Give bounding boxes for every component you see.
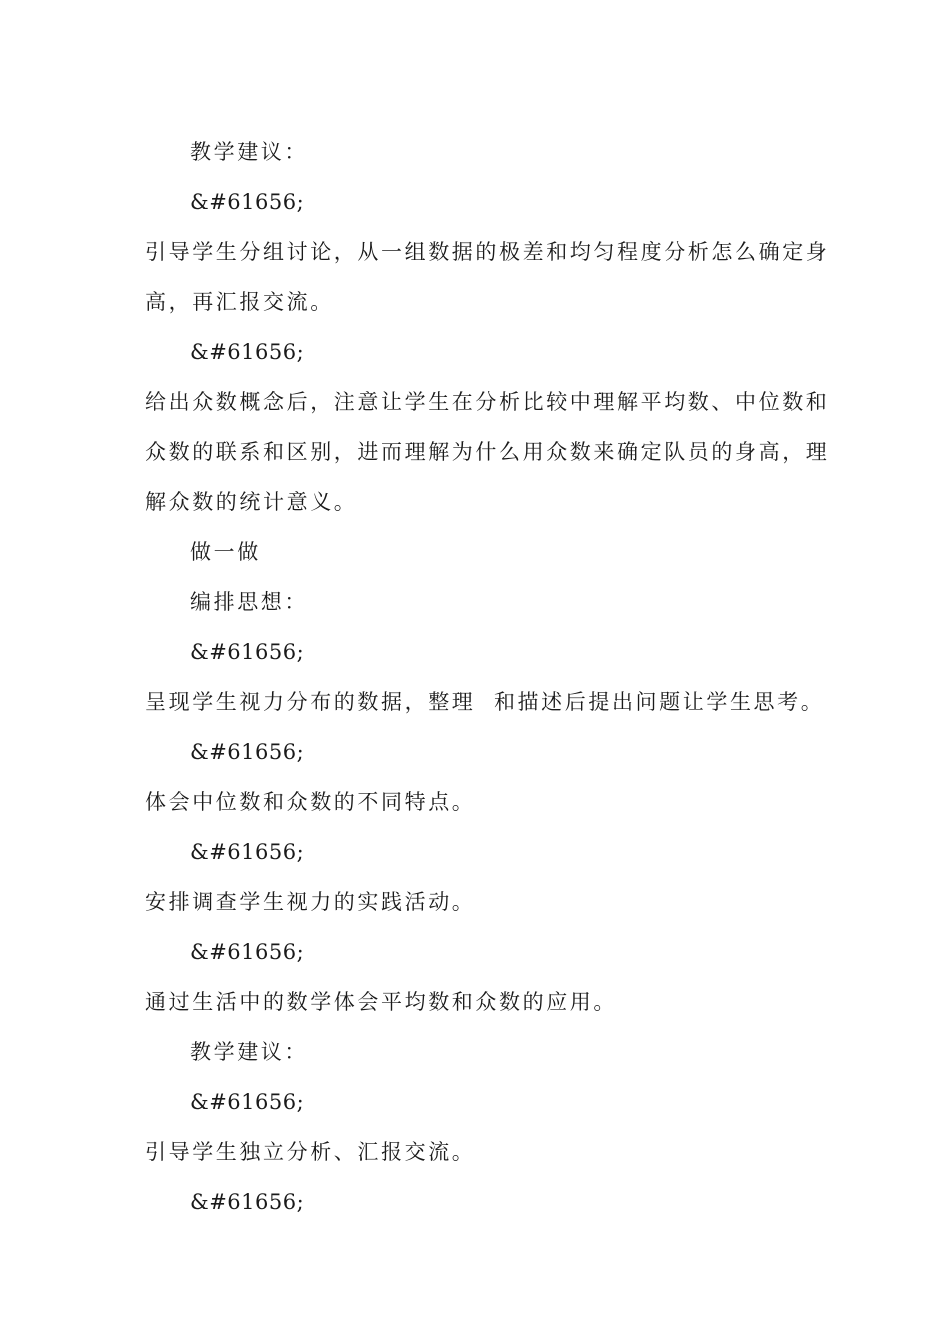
bullet-marker: &#61656; xyxy=(190,740,305,764)
paragraph-line: 解众数的统计意义。 xyxy=(145,490,358,514)
bullet-marker: &#61656; xyxy=(190,340,305,364)
paragraph-line: 引导学生分组讨论，从一组数据的极差和均匀程度分析怎么确定身 xyxy=(145,240,830,264)
paragraph-line: 安排调查学生视力的实践活动。 xyxy=(145,890,476,914)
bullet-marker: &#61656; xyxy=(190,1190,305,1214)
section-heading: 教学建议： xyxy=(190,140,308,164)
paragraph-line: 高，再汇报交流。 xyxy=(145,290,334,314)
paragraph-line: 给出众数概念后，注意让学生在分析比较中理解平均数、中位数和 xyxy=(145,390,830,414)
section-heading: 编排思想： xyxy=(190,590,308,614)
bullet-marker: &#61656; xyxy=(190,940,305,964)
paragraph-line: 众数的联系和区别，进而理解为什么用众数来确定队员的身高，理 xyxy=(145,440,830,464)
bullet-marker: &#61656; xyxy=(190,1090,305,1114)
paragraph-line: 体会中位数和众数的不同特点。 xyxy=(145,790,476,814)
paragraph-line: 引导学生独立分析、汇报交流。 xyxy=(145,1140,476,1164)
bullet-marker: &#61656; xyxy=(190,840,305,864)
section-heading: 教学建议： xyxy=(190,1040,308,1064)
bullet-marker: &#61656; xyxy=(190,190,305,214)
paragraph-line: 通过生活中的数学体会平均数和众数的应用。 xyxy=(145,990,617,1014)
bullet-marker: &#61656; xyxy=(190,640,305,664)
section-heading: 做一做 xyxy=(190,540,261,564)
paragraph-line: 呈现学生视力分布的数据，整理 和描述后提出问题让学生思考。 xyxy=(145,690,825,714)
